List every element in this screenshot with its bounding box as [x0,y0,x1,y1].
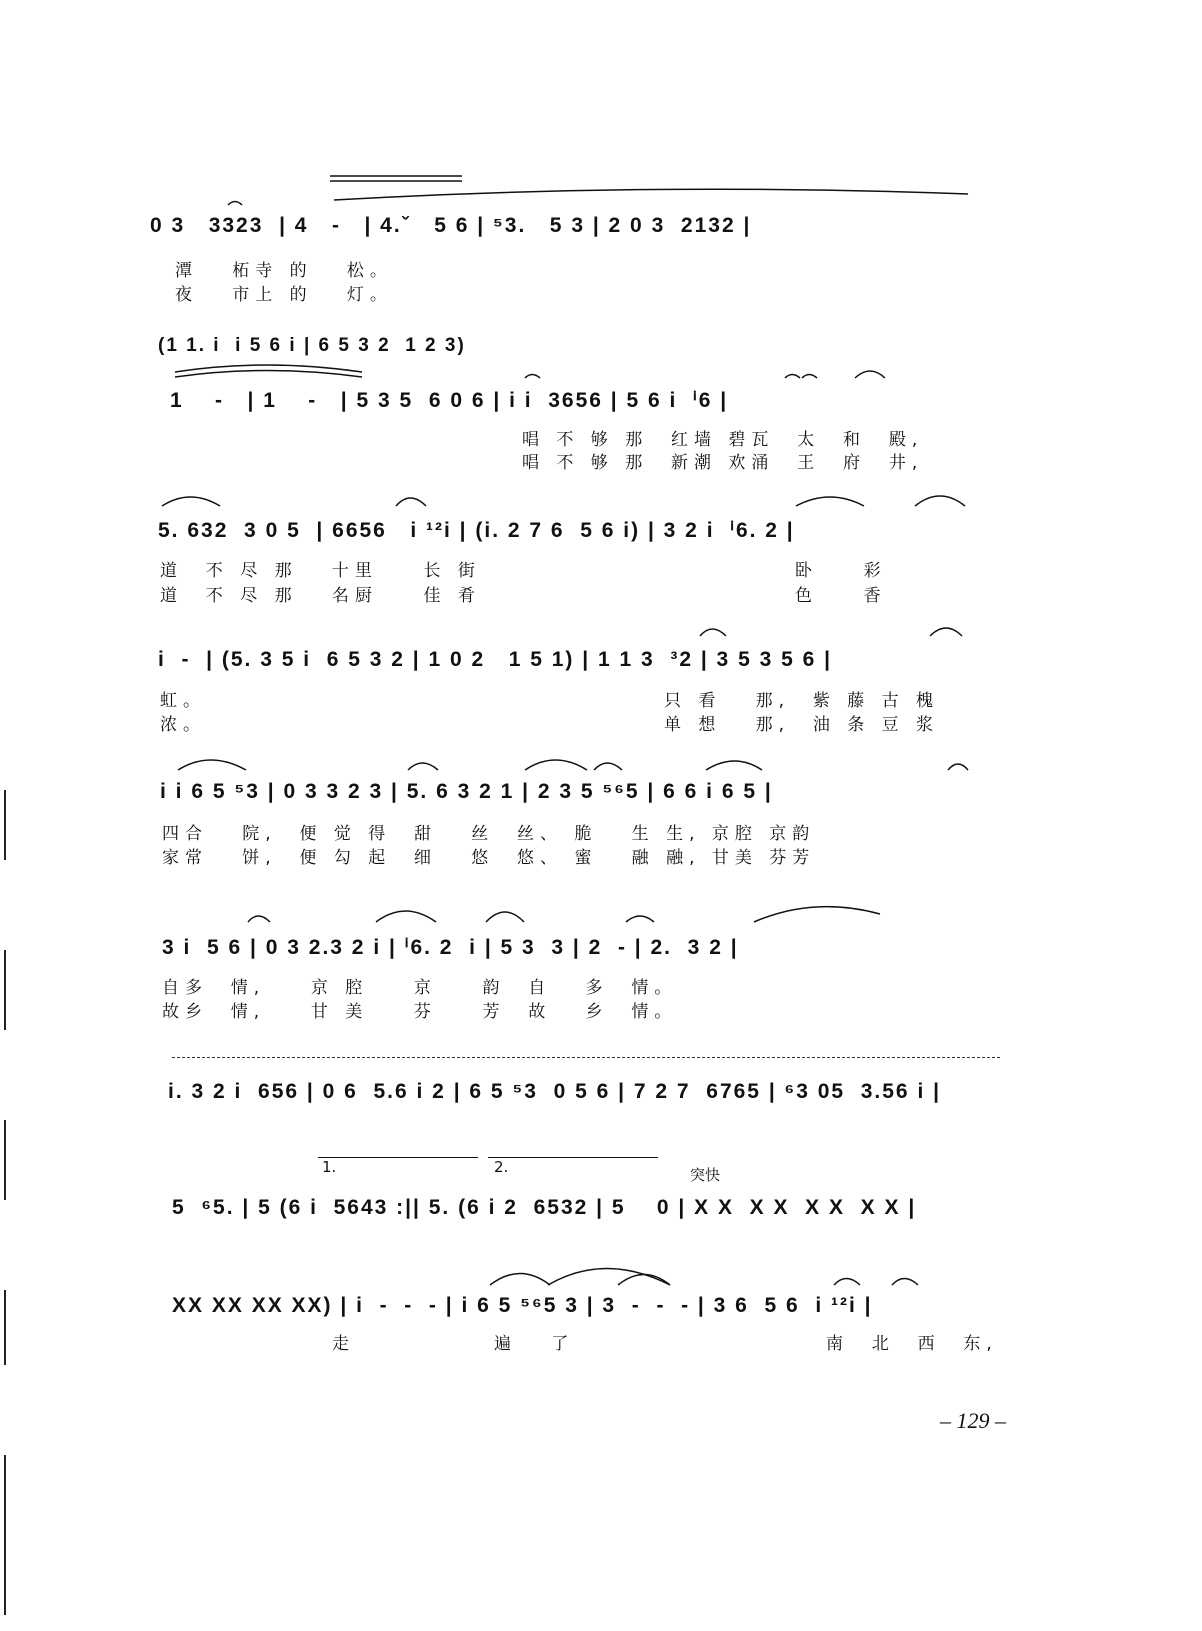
score-row-6: 3 i 5 6 | 0 3 2.3 2 i | ⁱ6. 2 i | 5 3 3 | 2 - | 2. 3 2 | [162,936,739,959]
lyric-row-5-verse-2: 家常 饼, 便 勾 起 细 悠 悠、 蜜 融 融, 甘美 芬芳 [162,848,816,868]
score-row-9: XX XX XX XX) | i - - - | i 6 5 ⁵⁶5 3 | 3 - - - | 3 6 5 6 i ¹²i | [172,1294,873,1317]
lyric-row-4-right-verse-2: 单 想 那, 油 条 豆 浆 [664,715,940,735]
lyric-row-1-verse-2: 夜 市上 的 灯。 [175,285,393,305]
score-row-8: 5 ⁶5. | 5 (6 i 5643 :|| 5. (6 i 2 6532 | 5 0 | X X X X X X X X | [172,1196,917,1219]
score-row-1: 0 3 3323 | 4 - | 4.ˇ 5 6 | ⁵3. 5 3 | 2 0 3 2132 | [150,214,752,237]
lyric-row-2-verse-1: 唱 不 够 那 红墙 碧瓦 太 和 殿, [522,430,924,450]
score-row-3: 5. 632 3 0 5 | 6656 i ¹²i | (i. 2 7 6 5 6 i) | 3 2 i ⁱ6. 2 | [158,519,795,542]
lyric-row-3-right-verse-2: 色 香 [795,586,887,606]
lyric-row-6-verse-1: 自多 情, 京 腔 京 韵 自 多 情。 [162,978,678,998]
lyric-row-3-verse-1: 道 不 尽 那 十里 长 街 [160,561,481,581]
volta-1-label: 1. [322,1158,337,1176]
lyric-row-1-verse-1: 潭 柘寺 的 松。 [175,261,393,281]
volta-2-label: 2. [494,1158,509,1176]
score-row-4: i - | (5. 3 5 i 6 5 3 2 | 1 0 2 1 5 1) | 1 1 3 ³2 | 3 5 3 5 6 | [158,648,833,671]
lyric-row-9-word-2: 遍 了 [494,1334,575,1354]
lyric-row-2-verse-2: 唱 不 够 那 新潮 欢涌 王 府 井, [522,453,924,473]
page-number: – 129 – [940,1408,1006,1433]
lyric-row-9-word-1: 走 [332,1334,355,1354]
lyric-row-4-right-verse-1: 只 看 那, 紫 藤 古 槐 [664,691,940,711]
lyric-row-6-verse-2: 故乡 情, 甘 美 芬 芳 故 乡 情。 [162,1002,678,1022]
lyric-row-4-left-verse-2: 浓。 [160,715,206,735]
tempo-marking: 突快 [690,1166,721,1184]
intro-phrase: (1 1. i i 5 6 i | 6 5 3 2 1 2 3) [158,335,466,356]
score-row-2: 1 - | 1 - | 5 3 5 6 0 6 | i i 3656 | 5 6 i ⁱ6 | [170,389,729,412]
lyric-row-9-word-3: 南 北 西 东, [826,1334,998,1354]
lyric-row-3-verse-2: 道 不 尽 那 名厨 佳 肴 [160,586,481,606]
score-row-5: i i 6 5 ⁵3 | 0 3 3 2 3 | 5. 6 3 2 1 | 2 3 5 ⁵⁶5 | 6 6 i 6 5 | [160,780,773,803]
score-row-7: i. 3 2 i 656 | 0 6 5.6 i 2 | 6 5 ⁵3 0 5 6 | 7 2 7 6765 | ⁶3 05 3.56 i | [168,1080,941,1103]
lyric-row-5-verse-1: 四合 院, 便 觉 得 甜 丝 丝、 脆 生 生, 京腔 京韵 [162,824,816,844]
lyric-row-4-left-verse-1: 虹。 [160,691,206,711]
lyric-row-3-right-verse-1: 卧 彩 [795,561,887,581]
